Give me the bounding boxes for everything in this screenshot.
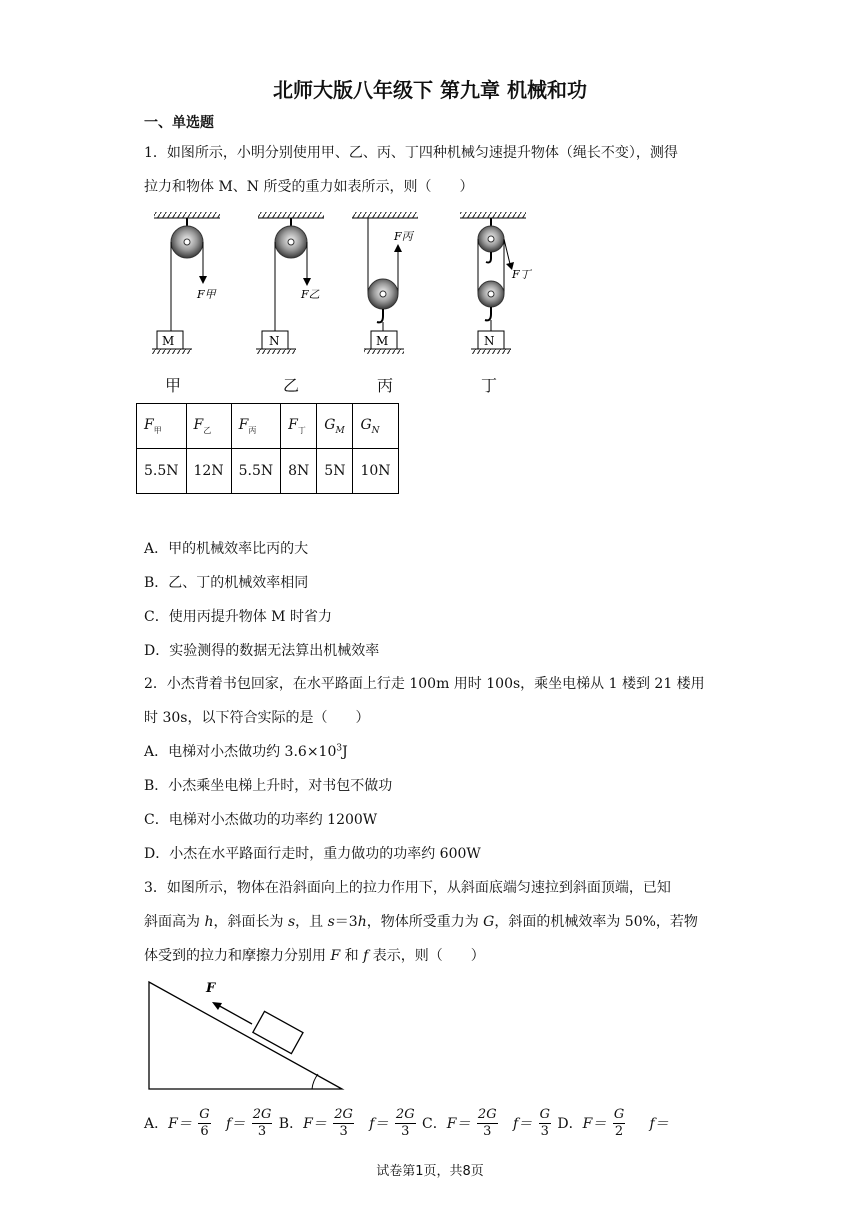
page-footer: 试卷第1页，共8页 (376, 1164, 484, 1179)
fig-label-yi: 乙 (283, 376, 300, 395)
box-label-jia: M (162, 334, 175, 348)
table-header-cell: $F_甲$ (137, 404, 187, 449)
table-header-cell: $F_丁$ (281, 404, 317, 449)
pulley-ding (460, 212, 533, 354)
force-label-ding: F丁 (512, 268, 531, 281)
q3-line2: 斜面高为 h，斜面长为 s，且 s＝3h，物体所受重力为 G，斜面的机械效率为 50%，若物 (144, 914, 698, 930)
pulley-bing (352, 212, 418, 354)
fig-label-jia: 甲 (165, 376, 182, 395)
box-label-ding: N (484, 334, 495, 348)
incline-force-label: F (206, 981, 216, 996)
table-header-cell: $F_丙$ (231, 404, 281, 449)
box-label-yi: N (269, 334, 280, 348)
table-cell: 8N (281, 449, 317, 494)
q2-line1: 2．小杰背着书包回家，在水平路面上行走 100m 用时 100s，乘坐电梯从 1 楼到 21 楼用 (144, 676, 705, 692)
fig-label-ding: 丁 (481, 376, 498, 395)
q1-pulley-figure (140, 206, 560, 366)
pulley-yi (256, 212, 324, 354)
q1-option-a: A．甲的机械效率比丙的大 (144, 541, 309, 557)
q1-option-d: D．实验测得的数据无法算出机械效率 (144, 643, 380, 659)
table-cell: 10N (353, 449, 398, 494)
q1-line2: 拉力和物体 M、N 所受的重力如表所示，则（ ） (144, 179, 474, 195)
table-header-row (137, 404, 399, 449)
section-heading: 一、单选题 (144, 115, 214, 131)
q3-line3: 体受到的拉力和摩擦力分别用 F 和 f 表示，则（ ） (144, 948, 485, 964)
page-title: 北师大版八年级下 第九章 机械和功 (273, 78, 587, 102)
force-label-jia: F甲 (197, 288, 216, 301)
q2-option-a: A．电梯对小杰做功约 $3.6\times 10^3J$ (144, 743, 348, 760)
q3-option-a: A．F＝ $\frac{G}{6}$ f＝ $\frac{2G}{3}$ (144, 1107, 272, 1139)
q2-option-c: C．电梯对小杰做功的功率约 1200W (144, 812, 378, 828)
table-header-cell: $G_M$ (317, 404, 353, 449)
q3-option-d: D．F＝ $\frac{G}{2}$ f＝ (557, 1107, 669, 1139)
q3-option-c: C．F＝ $\frac{2G}{3}$ f＝ $\frac{G}{3}$ (422, 1107, 550, 1139)
q2-line2: 时 30s，以下符合实际的是（ ） (144, 710, 370, 726)
q3-option-b: B．F＝ $\frac{2G}{3}$ f＝ $\frac{2G}{3}$ (278, 1107, 415, 1139)
table-cell: 5.5N (231, 449, 281, 494)
pulley-jia (152, 212, 220, 354)
fig-label-bing: 丙 (377, 376, 394, 395)
table-cell: 5N (317, 449, 353, 494)
q1-option-c: C．使用丙提升物体 M 时省力 (144, 609, 332, 625)
q2-option-b: B．小杰乘坐电梯上升时，对书包不做功 (144, 778, 393, 794)
force-label-bing: F丙 (394, 230, 413, 243)
table-cell: 12N (186, 449, 231, 494)
q3-options (144, 1107, 669, 1140)
q3-line1: 3．如图所示，物体在沿斜面向上的拉力作用下，从斜面底端匀速拉到斜面顶端，已知 (144, 880, 671, 896)
force-label-yi: F乙 (301, 288, 320, 301)
q1-option-b: B．乙、丁的机械效率相同 (144, 575, 309, 591)
table-header-cell: $F_乙$ (186, 404, 231, 449)
q1-line1: 1．如图所示，小明分别使用甲、乙、丙、丁四种机械匀速提升物体（绳长不变），测得 (144, 145, 678, 161)
q3-incline-figure (146, 976, 356, 1096)
q2-option-d: D．小杰在水平路面行走时，重力做功的功率约 600W (144, 846, 481, 862)
q1-data-table (136, 403, 399, 494)
table-row (137, 449, 399, 494)
box-label-bing: M (376, 334, 389, 348)
table-header-cell: $G_N$ (353, 404, 398, 449)
table-cell: 5.5N (137, 449, 187, 494)
